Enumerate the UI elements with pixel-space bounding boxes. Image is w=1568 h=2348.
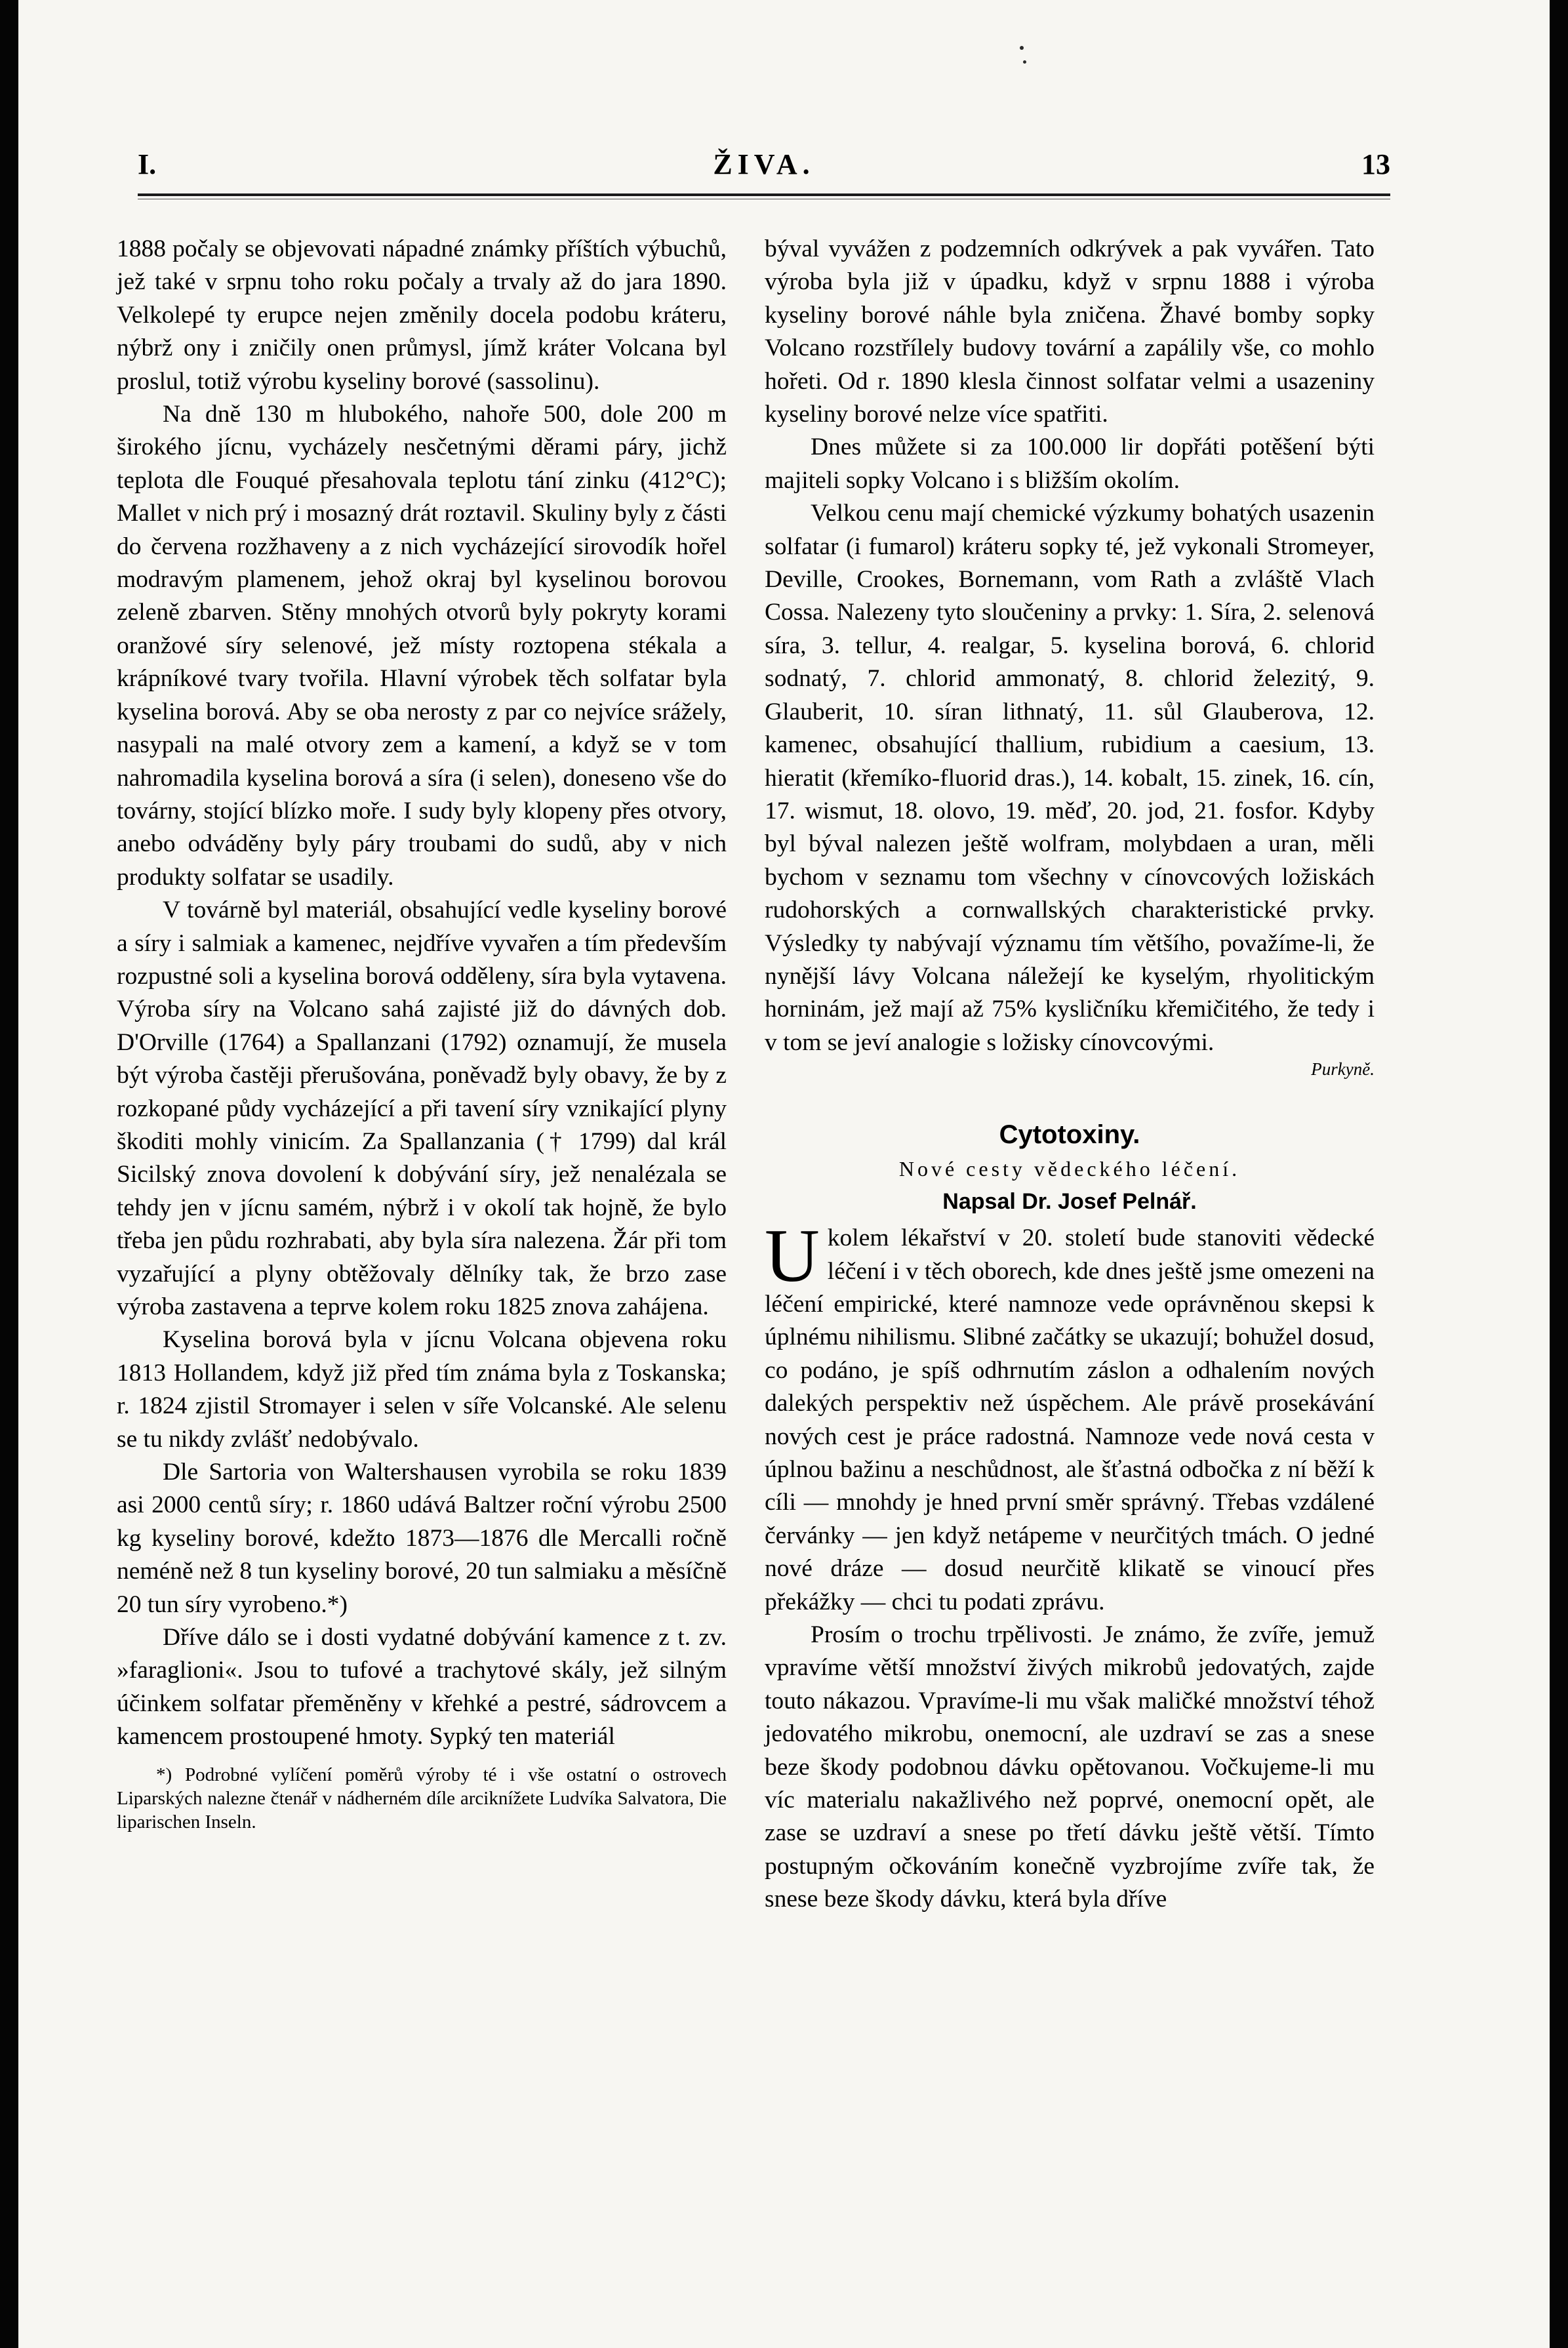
running-header — [138, 148, 1390, 193]
scan-border-left — [0, 0, 18, 2348]
right-column — [765, 233, 1375, 1916]
paragraph: Kyselina borová byla v jícnu Volcana objevena roku 1813 Hollandem, když již před tím známa byla z Toskanska; r. 1824 zjistil Stromayer i selen v síře Volcanské. Ale selenu se tu nikdy zvlášť nedobývalo. — [117, 1326, 727, 1453]
article-subtitle: Nové cesty vědeckého léčení. — [898, 1157, 1241, 1181]
paragraph: V továrně byl materiál, obsahující vedle kyseliny borové a síry i salmiak a kamenec, nejdříve vyvařen a tím především rozpustné soli a kyselina borová odděleny, síra byla vytavena. Výroba síry na Volcano sahá zajisté již do dávných dob. D'Orville (1764) a Spallanzani (1792) oznamují, že musela být výroba častěji přerušována, poněvadž byly obavy, že by z rozkopané půdy vycházející a při tavení síry vznikající plyny škoditi mohly vinicím. Za Spallanzania († 1799) dal král Sicilský znova dovolení k dobývání síry, jež nenalézala se tehdy jen v jícnu samém, nýbrž i v okolí tak hojně, že bylo třeba jen půdu rozhrabati, aby byla síra nalezena. Žár při tom vyzařující a plyny obtěžovaly dělníky tak, že brzo zase výroba zastavena a teprve kolem roku 1825 znova zahájena. — [117, 897, 727, 1320]
paragraph: Prosím o trochu trpělivosti. Je známo, že zvíře, jemuž vpravíme větší množství živých mikrobů jedovatých, zajde touto nákazou. Vpravíme-li mu však maličké množství téhož jedovatého mikrobu, onemocní, ale uzdraví se zas a snese beze škody podobnou dávku opětovanou. Vočkujeme-li mu víc materialu nakažlivého než poprvé, onemocní opět, ale zase se uzdraví a snese po třetí dávku ještě větší. Tímto postupným očkováním konečně vyzbrojíme zvíře tak, že snese beze škody dávku, která byla dříve — [765, 1621, 1375, 1913]
scan-border-right — [1550, 0, 1568, 2348]
paragraph: Na dně 130 m hlubokého, nahoře 500, dole 200 m širokého jícnu, vycházely nesčetnými děrami páry, jichž teplota dle Fouqué přesahovala teplotu tání zinku (412°C); Mallet v nich prý i mosazný drát roztavil. Skuliny byly z části do červena rozžhaveny a z nich vycházející sirovodík hořel modravým plamenem, jehož okraj byl kyselinou borovou zeleně zbarven. Stěny mnohých otvorů byly pokryty korami oranžové síry selenové, jež místy roztopena stékala a krápníkové tvary tvořila. Hlavní výrobek těch solfatar byla kyselina borová. Aby se oba nerosty z par co nejvíce srážely, nasypali na malé otvory zem a kamení, a když se v tom nahromadila kyselina borová a síra (i selen), doneseno vše do továrny, stojící blízko moře. I sudy byly klopeny přes otvory, anebo odváděny byly páry troubami do sudů, aby v nich produkty solfatar se usadily. — [117, 401, 727, 891]
scan-speck — [1020, 46, 1024, 50]
footnote: *) Podrobné vylíčení poměrů výroby té i vše ostatní o ostrovech Liparských nalezne čtenář v nádherném díle arciknížete Ludvíka Salvatora, Die liparischen Inseln. — [117, 1764, 727, 1832]
article-author: Napsal Dr. Josef Pelnář. — [942, 1189, 1197, 1215]
paragraph: 1888 počaly se objevovati nápadné známky příštích výbuchů, jež také v srpnu toho roku počaly a trvaly až do jara 1890. Velkolepé ty erupce nejen změnily docela podobu kráteru, nýbrž ony i zničily onen průmysl, jímž kráter Volcana byl proslul, totiž výrobu kyseliny borové (sassolinu). — [117, 235, 727, 395]
paragraph: Velkou cenu mají chemické výzkumy bohatých usazenin solfatar (i fumarol) kráteru sopky té, jež vykonali Stromeyer, Deville, Crookes, Bornemann, vom Rath a zvláště Vlach Cossa. Nalezeny tyto sloučeniny a prvky: 1. Síra, 2. selenová síra, 3. tellur, 4. realgar, 5. kyselina borová, 6. chlorid sodnatý, 7. chlorid ammonatý, 8. chlorid železitý, 9. Glauberit, 10. síran lithnatý, 11. sůl Glauberova, 12. kamenec, obsahující thallium, rubidium a caesium, 13. hieratit (křemíko-fluorid dras.), 14. kobalt, 15. zinek, 16. cín, 17. wismut, 18. olovo, 19. měď, 20. jod, 21. fosfor. Kdyby byl býval nalezen ještě wolfram, molybdaen a uran, měli bychom v seznamu tom všechny v cínovcových ložiskách rudohorských a cornwallských charakteristické prvky. Výsledky ty nabývají významu tím většího, považíme-li, že nynější lávy Volcana náležejí ke kyselým, rhyolitickým horninám, jež mají až 75% kysličníku křemičitého, že tedy i v tom se jeví analogie s ložisky cínovcovými. — [765, 500, 1375, 1056]
article-title: Cytotoxiny. — [999, 1120, 1140, 1150]
drop-cap: U — [765, 1214, 820, 1299]
paragraph: Dříve dálo se i dosti vydatné dobývání kamence z t. zv. »faraglioni«. Jsou to tufové a trachytové skály, jež silným účinkem solfatar přeměněny v křehké a pestré, sádrovcem a kamencem prostoupené hmoty. Sypký ten materiál — [117, 1624, 727, 1751]
paragraph: býval vyvážen z podzemních odkrývek a pak vyvářen. Tato výroba byla již v úpadku, když v srpnu 1888 i výroba kyseliny borové náhle byla zničena. Žhavé bomby sopky Volcano rozstřílely budovy tovární a zapálily vše, co mohlo hořeti. Od r. 1890 klesla činnost solfatar velmi a usazeniny kyseliny borové nelze více spatřiti. — [765, 235, 1375, 428]
paragraph-text: kolem lékařství v 20. století bude stanoviti vědecké léčení i v těch oborech, kde dnes ještě jsme omezeni na léčení empirické, které namnoze vede oprávněnou skepsi k úplnému nihilismu. Slibné začátky se ukazují; bohužel dosud, co podáno, je spíš odhrnutím záslon a odhalením nových dalekých perspektiv než úspěchem. Ale právě prosekávání nových cest je práce radostná. Namnoze vede nová cesta v úplnou bažinu a neschůdnost, ale šťastná odbočka z ní běží k cíli — mnohdy je hned první směr správný. Třebas vzdálené červánky — jen když netápeme v neurčitých tmách. O jedné nové dráze — dosud neurčitě klikatě se vinoucí přes překážky — chci tu podati zprávu. — [765, 1225, 1375, 1615]
left-column — [117, 233, 727, 1834]
article-first-paragraph — [765, 1214, 1375, 1619]
author-signature: Purkyně. — [1311, 1059, 1375, 1080]
header-rule — [138, 193, 1390, 196]
header-page-number: 13 — [1361, 148, 1390, 180]
paragraph: Dnes můžete si za 100.000 lir dopřáti potěšení býti majiteli sopky Volcano i s bližším okolím. — [765, 434, 1375, 494]
paragraph: Dle Sartoria von Waltershausen vyrobila se roku 1839 asi 2000 centů síry; r. 1860 udává Baltzer roční výrobu 2500 kg kyseliny borové, kdežto 1873—1876 dle Mercalli ročně neméně než 8 tun kyseliny borové, 20 tun salmiaku a měsíčně 20 tun síry vyrobeno.*) — [117, 1459, 727, 1618]
header-journal-title: ŽIVA. — [713, 148, 815, 180]
scan-speck — [1023, 60, 1026, 64]
header-volume-number: I. — [138, 148, 157, 180]
